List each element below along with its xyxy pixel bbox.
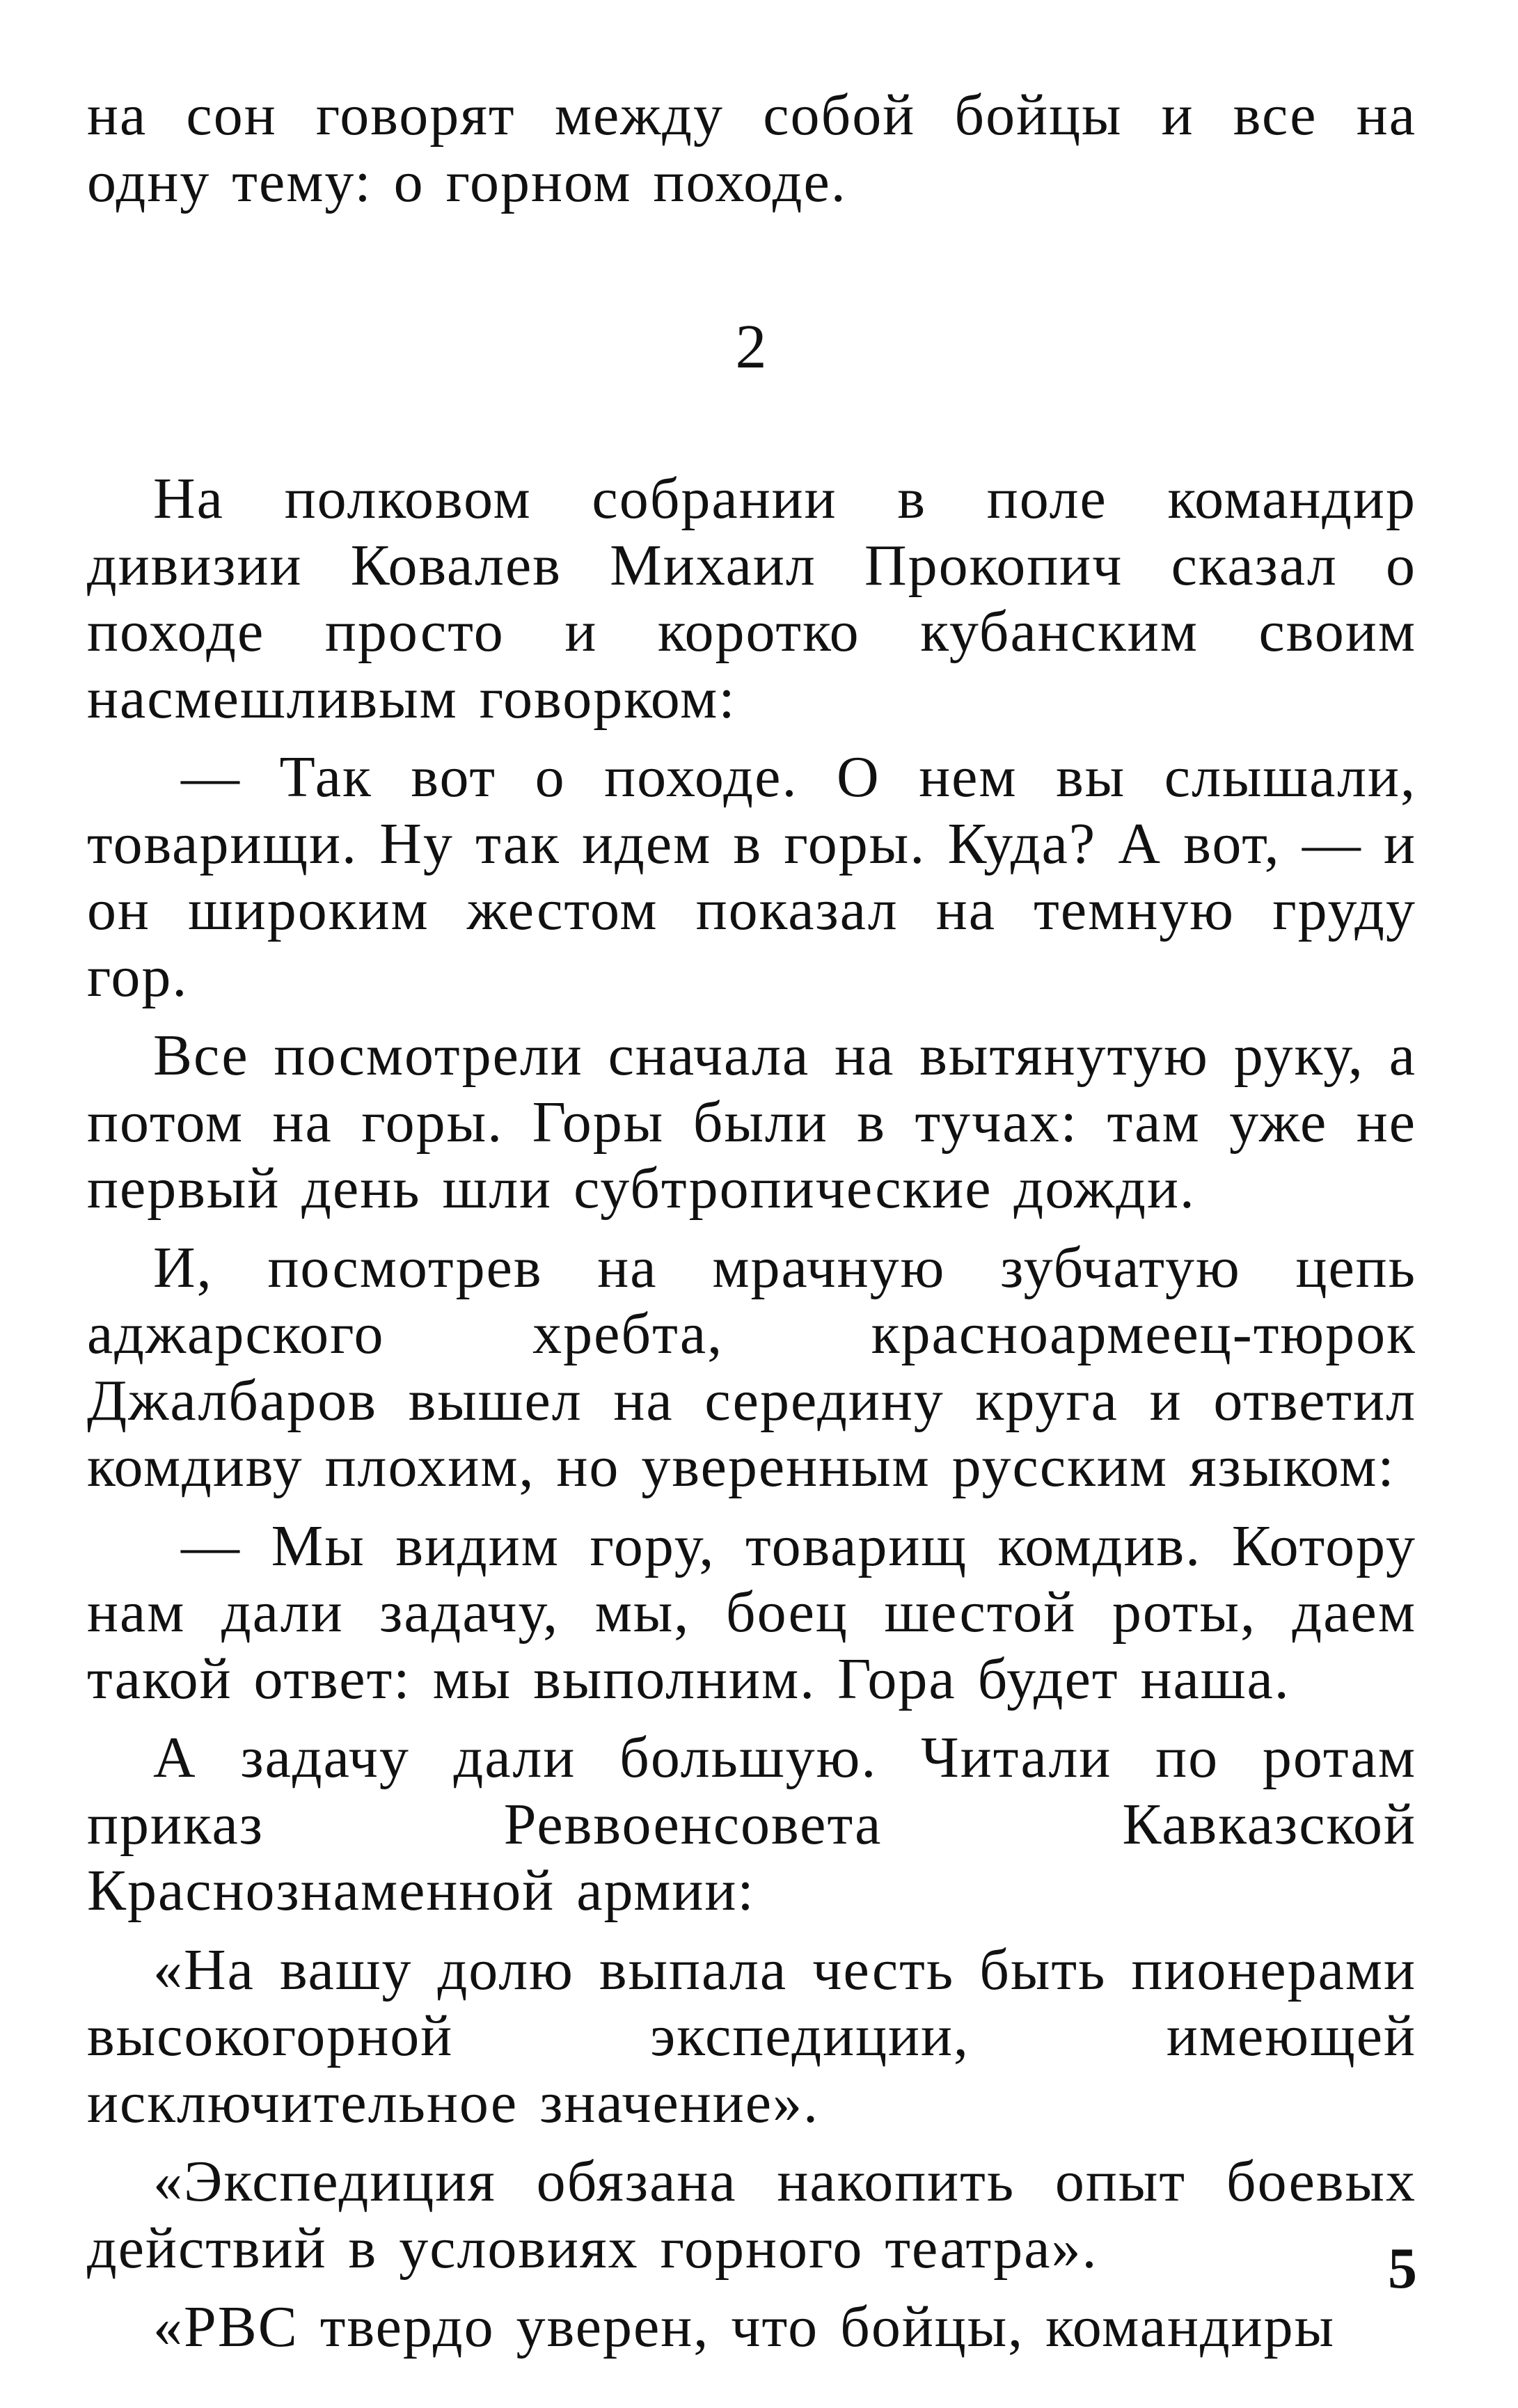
opening-paragraph: на сон говорят между собой бойцы и все на одну тему: о горном походе. bbox=[87, 83, 1416, 214]
paragraph-3: Все посмотрели сначала на вытянутую руку, а потом на горы. Горы были в тучах: там уже не первый день шли субтропические дожди. bbox=[87, 1023, 1416, 1221]
paragraph-2: — Так вот о походе. О нем вы слышали, товарищи. Ну так идем в горы. Куда? А вот, — и он широким жестом показал на темную груду гор. bbox=[87, 745, 1416, 1009]
page-number: 5 bbox=[1388, 2236, 1417, 2301]
paragraph-6: А задачу дали большую. Читали по ротам приказ Реввоенсовета Кавказской Краснознаменной армии: bbox=[87, 1725, 1416, 1923]
paragraph-9: «РВС твердо уверен, что бойцы, командиры bbox=[153, 2295, 1336, 2359]
book-page bbox=[87, 82, 1416, 2379]
paragraph-5: — Мы видим гору, товарищ комдив. Котору нам дали задачу, мы, боец шестой роты, даем такой ответ: мы выполним. Гора будет наша. bbox=[87, 1513, 1416, 1711]
paragraph-7: «На вашу долю выпала честь быть пионерами высокогорной экспедиции, имеющей исключительное значение». bbox=[87, 1937, 1416, 2135]
paragraph-8: «Экспедиция обязана накопить опыт боевых действий в условиях горного театра». bbox=[87, 2149, 1416, 2281]
paragraph-1: На полковом собрании в поле командир дивизии Ковалев Михаил Прокопич сказал о походе просто и коротко кубанским своим насмешливым говорком: bbox=[87, 466, 1416, 731]
paragraph-4: И, посмотрев на мрачную зубчатую цепь аджарского хребта, красноармеец-тюрок Джалбаров вышел на середину круга и ответил комдиву плохим, но уверенным русским языком: bbox=[87, 1235, 1416, 1499]
page-text bbox=[87, 82, 1416, 2361]
chapter-number: 2 bbox=[735, 312, 768, 381]
